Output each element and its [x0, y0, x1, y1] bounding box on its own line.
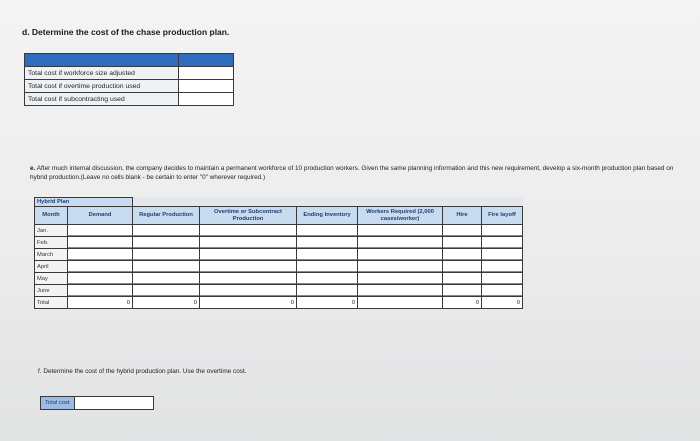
plan-input-cell[interactable]: [358, 249, 443, 261]
plan-input-cell[interactable]: [133, 285, 200, 297]
plan-input-cell[interactable]: [68, 285, 133, 297]
plan-input-cell[interactable]: [68, 273, 133, 285]
table-row: [35, 225, 523, 237]
total-value-cell: 0: [297, 297, 358, 309]
plan-input-cell[interactable]: [200, 249, 297, 261]
plan-input-cell[interactable]: [297, 273, 358, 285]
plan-input-cell[interactable]: [358, 225, 443, 237]
plan-input-cell[interactable]: [68, 249, 133, 261]
table-row: [35, 273, 523, 285]
plan-input-cell[interactable]: [358, 237, 443, 249]
plan-input-cell[interactable]: [443, 261, 482, 273]
total-value-cell: 0: [68, 297, 133, 309]
part-e-instructions: e. After much internal discussion, the company decides to maintain a permanent workforce of 10 production workers. Given the same planning information and this new requirement, develop a six-month production plan based on hybrid production.(Leave no cells blank - be certain to enter "0" wherever required.): [30, 165, 674, 181]
cost-row-workforce: [25, 67, 234, 80]
plan-input-cell[interactable]: [443, 237, 482, 249]
plan-input-cell[interactable]: [482, 285, 523, 297]
plan-input-cell[interactable]: [443, 225, 482, 237]
part-f-instructions: f. Determine the cost of the hybrid production plan. Use the overtime cost.: [38, 368, 247, 375]
total-value-cell: [358, 297, 443, 309]
total-cost-field: [40, 396, 154, 410]
chase-cost-table: [24, 53, 234, 106]
cost-table-header: [25, 54, 234, 67]
plan-input-cell[interactable]: [358, 261, 443, 273]
plan-input-cell[interactable]: [482, 273, 523, 285]
cost-input-workforce[interactable]: [179, 67, 234, 80]
col-regular-production: Regular Production: [133, 207, 200, 225]
col-demand: Demand: [68, 207, 133, 225]
plan-input-cell[interactable]: [200, 237, 297, 249]
total-value-cell: 0: [133, 297, 200, 309]
plan-input-cell[interactable]: [133, 273, 200, 285]
col-hire: Hire: [443, 207, 482, 225]
plan-input-cell[interactable]: [443, 273, 482, 285]
cost-input-overtime[interactable]: [179, 80, 234, 93]
col-overtime-subcontract: Overtime or Subcontract Production: [200, 207, 297, 225]
plan-input-cell[interactable]: [297, 237, 358, 249]
plan-input-cell[interactable]: [482, 249, 523, 261]
col-month: Month: [35, 207, 68, 225]
cost-label-subcontract: Total cost if subcontracting used: [25, 93, 179, 106]
table-row: [35, 237, 523, 249]
hybrid-plan-table: [34, 197, 523, 309]
total-label: Total: [35, 297, 68, 309]
plan-input-cell[interactable]: [133, 237, 200, 249]
plan-input-cell[interactable]: [68, 237, 133, 249]
month-label: Feb.: [35, 237, 68, 249]
total-value-cell: 0: [200, 297, 297, 309]
table-row: [35, 261, 523, 273]
plan-input-cell[interactable]: [200, 261, 297, 273]
plan-input-cell[interactable]: [297, 225, 358, 237]
month-label: June: [35, 285, 68, 297]
col-ending-inventory: Ending Inventory: [297, 207, 358, 225]
plan-input-cell[interactable]: [200, 273, 297, 285]
plan-input-cell[interactable]: [68, 225, 133, 237]
plan-input-cell[interactable]: [358, 285, 443, 297]
total-value-cell: 0: [443, 297, 482, 309]
plan-input-cell[interactable]: [358, 273, 443, 285]
plan-input-cell[interactable]: [482, 237, 523, 249]
col-fire-layoff: Fire layoff: [482, 207, 523, 225]
plan-input-cell[interactable]: [200, 285, 297, 297]
cost-input-subcontract[interactable]: [179, 93, 234, 106]
col-workers-required: Workers Required (2,000 cases/worker): [358, 207, 443, 225]
plan-input-cell[interactable]: [200, 225, 297, 237]
month-label: Jan.: [35, 225, 68, 237]
plan-input-cell[interactable]: [297, 285, 358, 297]
cost-row-subcontract: [25, 93, 234, 106]
month-label: March: [35, 249, 68, 261]
table-row: [35, 285, 523, 297]
total-cost-input[interactable]: [74, 396, 154, 410]
total-row: [35, 297, 523, 309]
part-d-heading: d. Determine the cost of the chase production plan.: [22, 27, 230, 37]
plan-input-cell[interactable]: [443, 249, 482, 261]
plan-input-cell[interactable]: [68, 261, 133, 273]
plan-input-cell[interactable]: [297, 261, 358, 273]
plan-input-cell[interactable]: [133, 261, 200, 273]
total-cost-label: Total cost: [40, 396, 74, 410]
plan-input-cell[interactable]: [482, 261, 523, 273]
hybrid-plan-title: Hybrid Plan: [35, 198, 133, 207]
hybrid-header-row: [35, 207, 523, 225]
cost-row-overtime: [25, 80, 234, 93]
month-label: April: [35, 261, 68, 273]
cost-label-overtime: Total cost if overtime production used: [25, 80, 179, 93]
plan-input-cell[interactable]: [133, 225, 200, 237]
table-row: [35, 249, 523, 261]
month-label: May: [35, 273, 68, 285]
plan-input-cell[interactable]: [482, 225, 523, 237]
plan-input-cell[interactable]: [297, 249, 358, 261]
cost-label-workforce: Total cost if workforce size adjusted: [25, 67, 179, 80]
total-value-cell: 0: [482, 297, 523, 309]
plan-input-cell[interactable]: [443, 285, 482, 297]
plan-input-cell[interactable]: [133, 249, 200, 261]
